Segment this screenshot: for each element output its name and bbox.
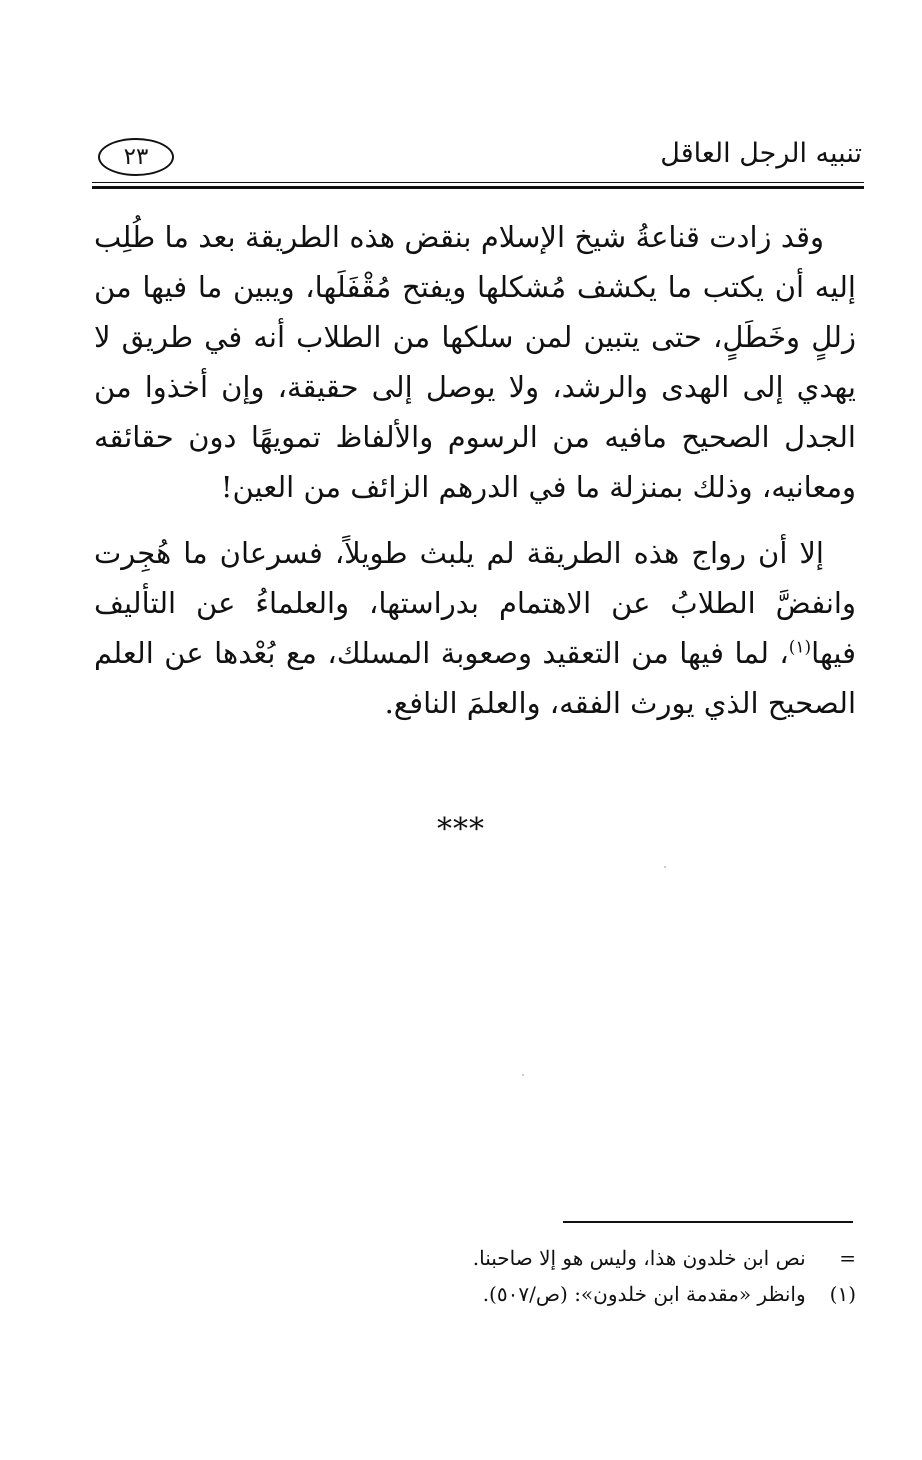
main-text — [94, 212, 856, 728]
header-rule — [92, 182, 864, 191]
page-number-badge — [98, 138, 174, 176]
footnote-rule — [563, 1221, 853, 1223]
footnote-marker: (١) — [829, 1282, 856, 1306]
scan-speck — [664, 866, 666, 868]
header-rule-thick — [92, 186, 864, 189]
paragraph-2-before-ref: إلا أن رواج هذه الطريقة لم يلبث طويلاً، فسرعان ما هُجِرت وانفضَّ الطلابُ عن الاهتمام بدراستها، والعلماءُ عن التأليف فيها — [94, 536, 856, 670]
paragraph-2 — [94, 528, 856, 728]
footnote-continuation — [94, 1240, 856, 1276]
footnote-marker: = — [839, 1246, 856, 1270]
paragraph-2-after-ref: ، لما فيها من التعقيد وصعوبة المسلك، مع بُعْدها عن العلم الصحيح الذي يورث الفقه، والعلمَ النافع. — [94, 636, 856, 720]
footnote-1 — [94, 1276, 856, 1312]
page-header — [92, 128, 864, 190]
paragraph-1: وقد زادت قناعةُ شيخ الإسلام بنقض هذه الطريقة بعد ما طُلِب إليه أن يكتب ما يكشف مُشكلها ويفتح مُقْفَلَها، ويبين ما فيها من زللٍ وخَطَلٍ، حتى يتبين لمن سلكها من الطلاب أنه في طريق لا يهدي إلى الهدى والرشد، ولا يوصل إلى حقيقة، وإن أخذوا من الجدل الصحيح مافيه من الرسوم والألفاظ تمويهًا دون حقائقه ومعانيه، وذلك بمنزلة ما في الدرهم الزائف من العين! — [94, 220, 856, 504]
footnote-text: وانظر «مقدمة ابن خلدون»: (ص/٥٠٧). — [482, 1282, 806, 1306]
footnote-text: نص ابن خلدون هذا، وليس هو إلا صاحبنا. — [472, 1246, 806, 1270]
footnotes — [94, 1240, 856, 1312]
page-number: ٢٣ — [123, 144, 149, 170]
section-separator: *** — [437, 812, 485, 847]
scan-speck — [522, 1074, 524, 1076]
footnote-reference[interactable]: (١) — [788, 637, 812, 658]
header-rule-thin — [92, 182, 864, 183]
running-title: تنبيه الرجل العاقل — [660, 138, 862, 169]
